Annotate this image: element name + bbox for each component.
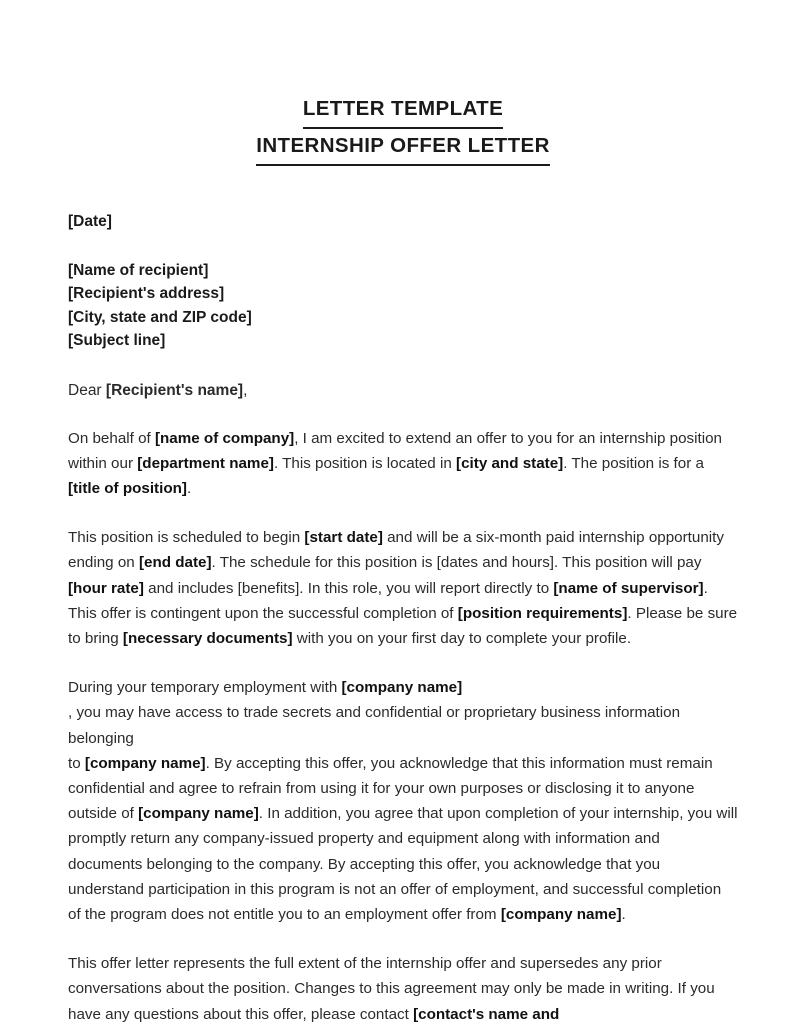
- document-title-block: [68, 92, 738, 166]
- text-segment: On behalf of: [68, 429, 155, 447]
- salutation-recipient-placeholder: [Recipient's name]: [105, 381, 244, 399]
- text-segment: , you may have access to trade secrets and confidential or proprietary business information belonging: [68, 704, 681, 747]
- placeholder-title-of-position: [title of position]: [68, 479, 187, 497]
- placeholder-city-and-state: [city and state]: [456, 454, 564, 472]
- subject-line-placeholder: [Subject line]: [68, 332, 166, 349]
- text-segment: , I am excited to extend an offer to you for an internship position within our: [68, 429, 722, 472]
- placeholder-hour-rate: [hour rate]: [68, 579, 144, 597]
- salutation-greeting: Dear: [68, 381, 106, 399]
- document-title-line-1: [68, 92, 738, 129]
- paragraph-confidentiality: [68, 675, 738, 927]
- text-segment: This offer letter represents the full extent of the internship offer and supersedes any prior conversations about the position. Changes to this agreement may only be made in writing. If you have any questions about this offer, please contact: [68, 955, 715, 1023]
- text-segment: . In addition, you agree that upon completion of your internship, you will promptly return any company-issued property and equipment along with information and documents belonging to the company. By accepting this offer, you acknowledge that you understand participation in this program is not an offer of employment, and successful completion of the program does not entitle you to an employment offer from: [68, 805, 738, 923]
- text-segment: . This offer is contingent upon the successful completion of: [68, 579, 708, 622]
- text-segment: During your temporary employment with: [68, 679, 342, 697]
- placeholder-company-name: [company name]: [138, 805, 259, 823]
- paragraph-position-terms: [68, 525, 738, 651]
- placeholder-start-date: [start date]: [304, 529, 383, 547]
- text-segment: .: [621, 905, 626, 923]
- document-title-line-2: [68, 129, 738, 166]
- text-segment: .: [186, 479, 192, 497]
- placeholder-company-name: [name of company]: [154, 429, 295, 447]
- paragraph-closing-terms: [68, 951, 738, 1027]
- recipient-city-state-zip-placeholder: [City, state and ZIP code]: [68, 308, 252, 326]
- text-segment: . Please be sure to bring: [68, 604, 738, 647]
- text-segment: This position is scheduled to begin: [68, 529, 305, 547]
- text-segment: . This position is located in: [273, 454, 457, 472]
- placeholder-contact-name: [contact's name and: [413, 1005, 560, 1023]
- placeholder-department-name: [department name]: [137, 454, 274, 472]
- placeholder-name-of-supervisor: [name of supervisor]: [553, 579, 704, 597]
- text-segment: . By accepting this offer, you acknowledge that this information must remain confidential and agree to refrain from using it for your own purposes or disclosing it to anyone outside of: [68, 754, 713, 823]
- placeholder-company-name: [company name]: [500, 905, 622, 923]
- placeholder-position-requirements: [position requirements]: [457, 604, 628, 622]
- document-title-line-1-text: LETTER TEMPLATE: [303, 92, 503, 129]
- text-segment: with you on your first day to complete your profile.: [292, 629, 632, 647]
- salutation-line: [68, 379, 738, 402]
- placeholder-company-name: [company name]: [341, 679, 463, 697]
- date-placeholder: [Date]: [68, 213, 112, 230]
- text-segment: to: [68, 754, 85, 772]
- text-segment: . The position is for a: [563, 454, 704, 472]
- recipient-address-placeholder: [Recipient's address]: [68, 285, 225, 302]
- placeholder-necessary-documents: [necessary documents]: [122, 629, 293, 647]
- address-block: [68, 210, 738, 353]
- text-segment: and includes [benefits]. In this role, you will report directly to: [143, 579, 554, 597]
- recipient-name-placeholder: [Name of recipient]: [68, 261, 209, 279]
- document-title-line-2-text: INTERNSHIP OFFER LETTER: [256, 129, 550, 166]
- paragraph-offer-intro: [68, 426, 738, 502]
- text-segment: and will be a six-month paid internship opportunity ending on: [68, 529, 724, 572]
- document-body: [68, 0, 738, 1035]
- text-segment: . The schedule for this position is [dates and hours]. This position will pay: [211, 554, 702, 572]
- salutation-punctuation: ,: [243, 381, 248, 399]
- placeholder-company-name: [company name]: [84, 754, 206, 772]
- placeholder-end-date: [end date]: [138, 554, 212, 572]
